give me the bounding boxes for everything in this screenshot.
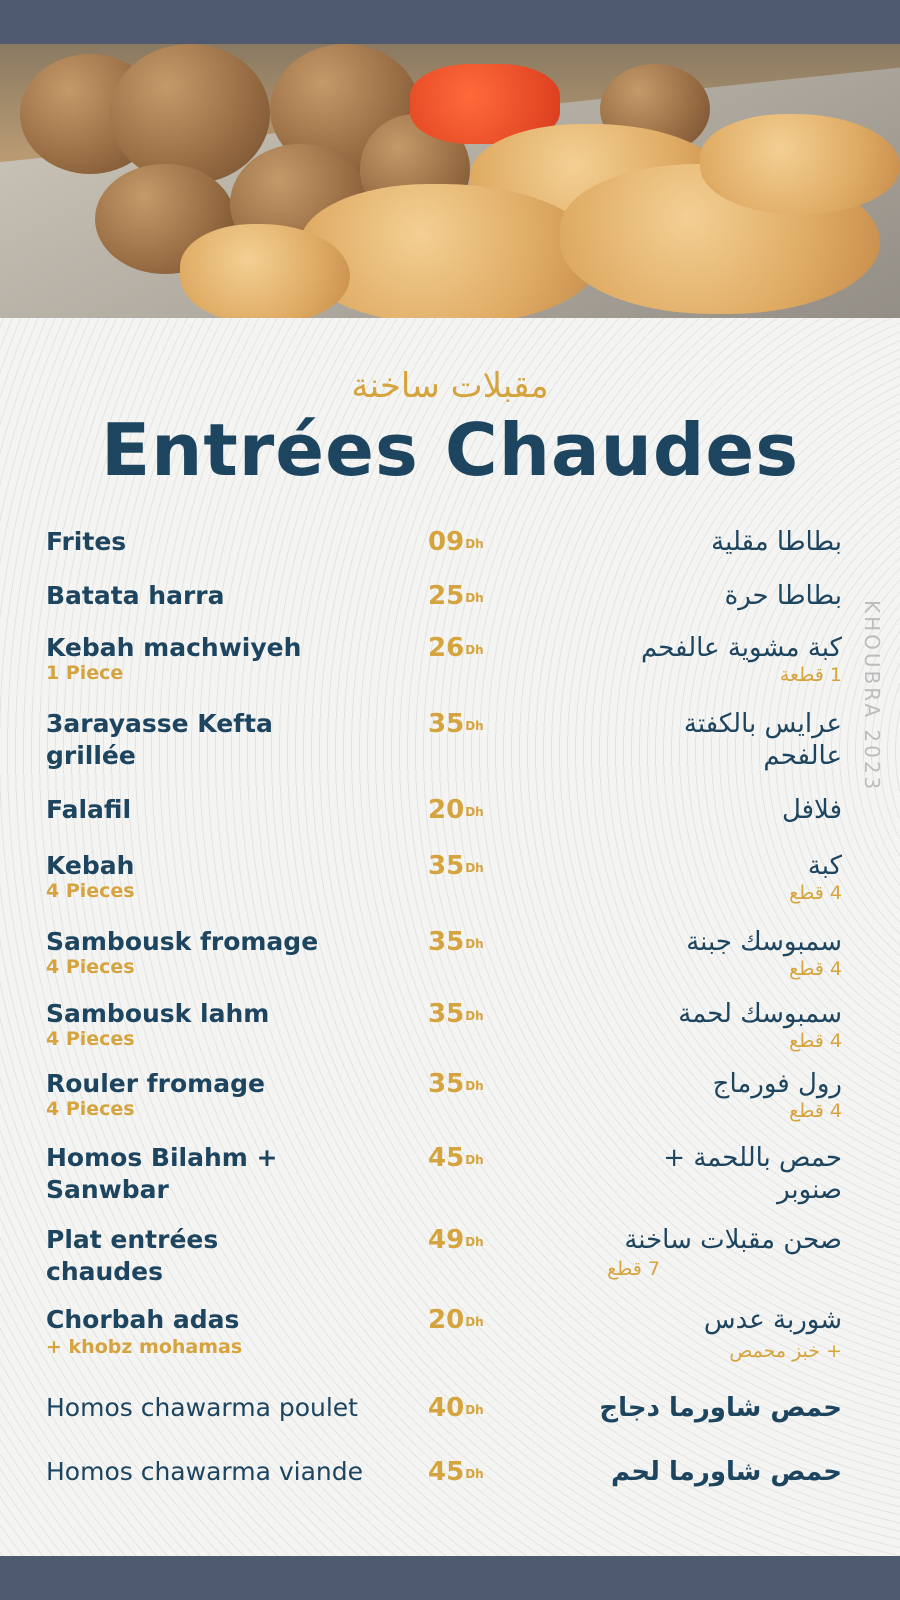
item-sub-arabic: 1 قطعة [779,664,842,686]
item-price: $09^{Dh}$ [428,527,484,557]
item-name: Batata harra [46,581,225,610]
item-name: Homos Bilahm + Sanwbar [46,1143,278,1204]
item-name-arabic: صحن مقبلات ساخنة [624,1225,842,1255]
item-name-arabic: كبة [807,851,842,881]
item-sub: 4 Pieces [46,880,135,902]
item-name-arabic: عرايس بالكفتة عالفحم [683,709,842,771]
item-price: $40^{Dh}$ [428,1393,484,1423]
item-name-arabic: كبة مشوية عالفحم [640,633,842,663]
item-sub: 4 Pieces [46,1098,135,1120]
sambousek-pastry [300,184,600,324]
item-name-arabic: رول فورماج [712,1069,842,1099]
item-price: $49^{Dh}$ [428,1225,484,1255]
item-name: Falafil [46,795,132,824]
item-price: $35^{Dh}$ [428,1069,484,1099]
item-price: $26^{Dh}$ [428,633,484,663]
sambousek-pastry [180,224,350,324]
item-sub: + khobz mohamas [46,1336,243,1358]
item-name: Sambousk fromage [46,927,319,956]
item-name: Sambousk lahm [46,999,270,1028]
item-price: $45^{Dh}$ [428,1457,484,1487]
item-name-arabic: حمص شاورما دجاج [599,1393,842,1423]
item-name: Plat entrées chaudes [46,1225,219,1286]
item-name: Homos chawarma viande [46,1457,364,1486]
item-name: Rouler fromage [46,1069,265,1098]
item-sub: 1 Piece [46,662,124,684]
item-price: $45^{Dh}$ [428,1143,484,1173]
top-frame-bar [0,0,900,44]
item-name: Frites [46,527,127,556]
item-name: Kebah machwiyeh [46,633,302,662]
item-sub-arabic: 4 قطع [789,1100,842,1122]
item-name-arabic: شوربة عدس [703,1305,842,1335]
item-sub: 4 Pieces [46,956,135,978]
item-name: Homos chawarma poulet [46,1393,358,1422]
item-name-arabic: بطاطا مقلية [711,527,842,557]
item-price: $35^{Dh}$ [428,709,484,739]
title-arabic: مقبلات ساخنة [351,366,549,406]
sambousek-pastry [700,114,900,214]
item-price: $35^{Dh}$ [428,999,484,1029]
item-name-arabic: فلافل [781,795,842,825]
watermark: KHOUBRA 2023 [860,600,884,793]
item-price: $25^{Dh}$ [428,581,484,611]
item-name-arabic: سمبوسك لحمة [678,999,842,1029]
item-sub-arabic: 7 قطع [607,1258,660,1280]
item-sub-arabic: + خبز محمص [729,1340,842,1362]
item-price: $35^{Dh}$ [428,927,484,957]
food-photo [0,44,900,324]
item-price: $20^{Dh}$ [428,795,484,825]
title-french: Entrées Chaudes [100,408,800,492]
item-name-arabic: حمص باللحمة + صنوبر [663,1143,842,1205]
item-sub-arabic: 4 قطع [789,958,842,980]
item-name-arabic: حمص شاورما لحم [611,1457,842,1487]
item-name: Chorbah adas [46,1305,240,1334]
item-name: 3arayasse Kefta grillée [46,709,273,770]
item-price: $20^{Dh}$ [428,1305,484,1335]
item-sub-arabic: 4 قطع [789,882,842,904]
item-sub: 4 Pieces [46,1028,135,1050]
item-name-arabic: بطاطا حرة [724,581,842,611]
item-name: Kebah [46,851,135,880]
kebbeh-ball [110,44,270,184]
item-price: $35^{Dh}$ [428,851,484,881]
bottom-frame-bar [0,1556,900,1600]
item-name-arabic: سمبوسك جبنة [686,927,842,957]
item-sub-arabic: 4 قطع [789,1030,842,1052]
